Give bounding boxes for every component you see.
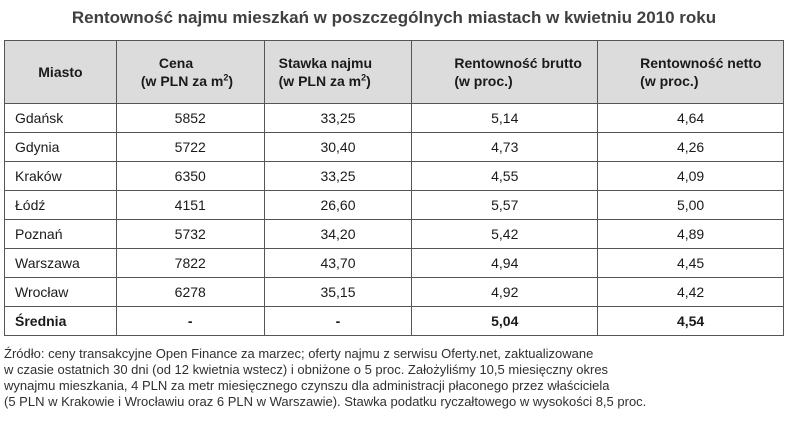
header-price-line1: Cena [158,55,194,71]
cell-rent: 30,40 [264,133,412,162]
header-net-line1: Rentowność netto [640,55,762,71]
header-gross-line1: Rentowność brutto [454,55,582,71]
cell-gross: 5,57 [412,191,598,220]
cell-rent: 26,60 [264,191,412,220]
header-rent-line2: (w PLN za m [278,73,362,89]
table-row [5,249,784,278]
cell-price: - [116,307,264,336]
cell-gross: 5,42 [412,220,598,249]
cell-rent: 43,70 [264,249,412,278]
cell-city: Łódź [5,191,117,220]
header-net-yield [598,41,784,104]
cell-price: 5852 [116,104,264,133]
cell-net: 4,64 [598,104,784,133]
table-row-average [5,307,784,336]
cell-net: 4,09 [598,162,784,191]
header-rent-line1: Stawka najmu [278,55,373,71]
cell-rent: 34,20 [264,220,412,249]
cell-gross: 4,94 [412,249,598,278]
cell-price: 6350 [116,162,264,191]
cell-net: 5,00 [598,191,784,220]
source-note-line: wynajmu mieszkania, 4 PLN za metr miesięcznego czynszu dla administracji płaconego przez właściciela [4,378,610,393]
cell-gross: 5,04 [412,307,598,336]
table-row [5,104,784,133]
header-gross-yield [412,41,598,104]
table-row [5,133,784,162]
source-note-line: Źródło: ceny transakcyjne Open Finance za marzec; oferty najmu z serwisu Oferty.net, zaktualizowane [4,346,594,361]
cell-city: Gdańsk [5,104,117,133]
table-row [5,278,784,307]
header-city: Miasto [5,41,117,104]
cell-gross: 4,73 [412,133,598,162]
header-rent: Stawka najmu (w PLN za $m^2$) [264,41,412,104]
cell-rent: 33,25 [264,162,412,191]
source-note-line: (5 PLN w Krakowie i Wrocławiu oraz 6 PLN w Warszawie). Stawka podatku ryczałtowego w wysokości 8,5 proc. [4,394,647,409]
cell-net: 4,42 [598,278,784,307]
cell-city: Kraków [5,162,117,191]
cell-city: Warszawa [5,249,117,278]
table-row [5,191,784,220]
page-title: Rentowność najmu mieszkań w poszczególnych miastach w kwietniu 2010 roku [71,8,717,27]
cell-city: Poznań [5,220,117,249]
header-net-line2: (w proc.) [640,73,699,89]
cell-price: 6278 [116,278,264,307]
cell-city: Średnia [5,307,117,336]
header-price: Cena (w PLN za $m^2$) [116,41,264,104]
table-row [5,220,784,249]
cell-price: 5732 [116,220,264,249]
cell-rent: 33,25 [264,104,412,133]
cell-net: 4,54 [598,307,784,336]
cell-rent: - [264,307,412,336]
cell-price: 5722 [116,133,264,162]
cell-net: 4,89 [598,220,784,249]
cell-price: 4151 [116,191,264,220]
header-gross-line2: (w proc.) [454,73,513,89]
header-rent-sup: 2 [361,72,367,83]
header-price-line2: (w PLN za m [140,73,224,89]
cell-rent: 35,15 [264,278,412,307]
source-note-line: w czasie ostatnich 30 dni (od 12 kwietnia wstecz) i obniżone o 5 proc. Założyliśmy 10,5 miesięczny okres [4,362,609,377]
cell-net: 4,45 [598,249,784,278]
table-header-row [5,41,784,104]
rental-yield-table [4,40,784,336]
cell-gross: 4,55 [412,162,598,191]
table-row [5,162,784,191]
cell-net: 4,26 [598,133,784,162]
cell-gross: 5,14 [412,104,598,133]
cell-city: Gdynia [5,133,117,162]
header-price-sup: 2 [223,72,229,83]
cell-gross: 4,92 [412,278,598,307]
cell-city: Wrocław [5,278,117,307]
cell-price: 7822 [116,249,264,278]
source-note [4,346,784,410]
